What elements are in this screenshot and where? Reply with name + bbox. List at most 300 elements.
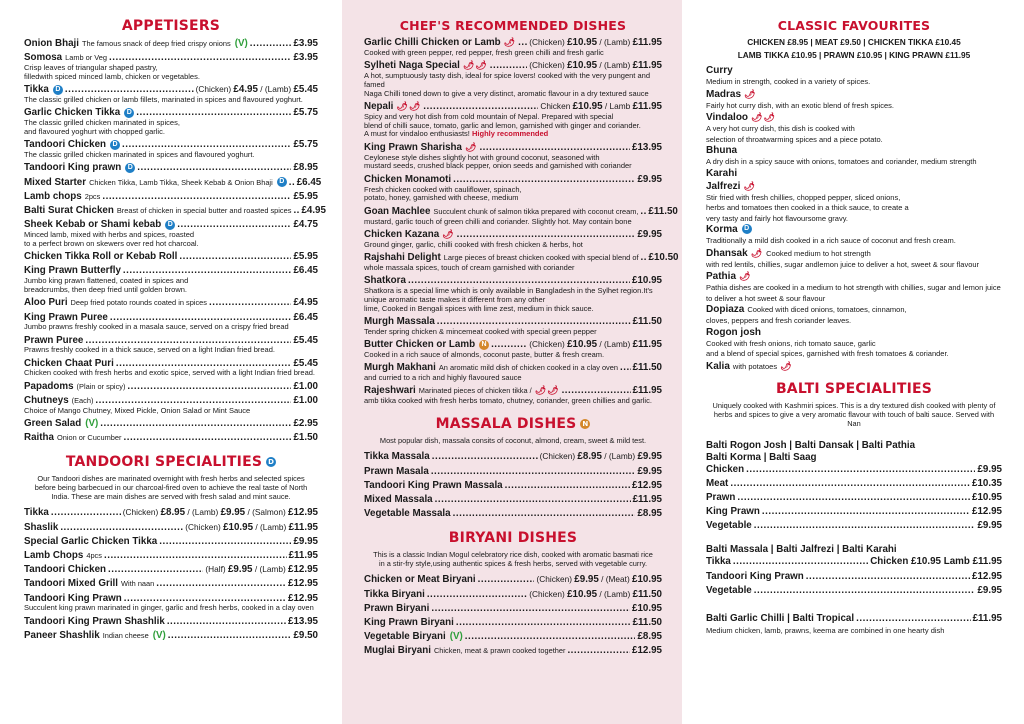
price-separator: / [597,339,604,350]
classic-item-name [706,65,1002,77]
menu-item-row [364,466,662,478]
menu-item-price: £5.95 [293,251,318,263]
massala-title [364,416,662,432]
menu-item-row [24,522,318,534]
balti-group2-line: Balti Massala | Balti Jalfrezi | Balti Karahi [706,544,897,556]
menu-item-title: Prawn Puree [24,334,84,346]
menu-item-title: Garlic Chilli Chicken or Lamb [364,37,501,48]
menu-item-desc: Jumbo king prawn flattened, coated in spices and [24,275,189,285]
menu-item-price: £9.95 [637,229,662,240]
menu-item [706,556,1002,568]
dairy-icon: D [277,177,287,187]
classic-item-name [706,168,1002,180]
nuts-icon: N [479,340,489,350]
menu-item-price [185,522,318,534]
price-value: £9.95 [227,564,253,576]
dot-leader [640,206,646,218]
menu-item [24,578,318,590]
menu-item-price: £12.95 [632,479,662,491]
classic-item-title: Kalia [706,360,730,372]
menu-item-price: £8.95 [637,631,662,643]
menu-item-desc: amb tikka cooked with fresh herbs tomato, chutney, coriander, green chillies and garlic. [364,395,652,405]
menu-item-desc: Ground ginger, garlic, chilli cooked with fresh chicken & herbs, hot [364,239,583,249]
menu-item-name [364,252,639,264]
menu-item-name [24,251,177,263]
price-label: Chicken [540,101,573,111]
menu-item-row [24,176,322,189]
menu-item-price: £9.95 [977,584,1002,596]
menu-item-note: Deep fried potato rounds coated in spices [70,298,207,308]
menu-item-price: £11.50 [632,362,662,374]
menu-item-note: Chicken, meat & prawn cooked together [433,646,566,656]
menu-item-price: £4.95 [293,297,318,309]
menu-item [364,252,679,273]
menu-item-desc: Prawns freshly cooked in a thick sauce, served on a light Indian fried bread. [24,345,275,355]
menu-item-price [123,507,318,519]
price-separator: / [185,507,193,518]
menu-item-desc: and flavoured yoghurt with chopped garlic. [24,126,165,136]
menu-item [364,466,662,478]
classic-item-title: Karahi [706,167,738,179]
menu-item-price: £5.45 [293,334,318,346]
menu-item-title: Tikka [706,556,731,568]
menu-item-title: Tandoori Mixed Grill [24,578,118,590]
vegetarian-icon: (V) [85,418,99,430]
dot-leader [156,578,286,590]
menu-item-row [364,101,662,113]
menu-item-title: Chicken [706,463,745,475]
menu-item-desc: potato, honey, garnished with cheese, medium [364,193,519,203]
menu-item-name [364,37,516,49]
dot-leader [754,520,976,532]
dairy-icon: D [124,108,134,118]
menu-item-row [364,252,679,264]
classic-item-name [706,327,1002,339]
column-left [0,0,340,724]
menu-item [364,451,662,463]
menu-item-row [364,603,662,615]
menu-item [24,191,318,203]
menu-item-row [364,631,662,643]
classic-item-desc: herbs and tomatoes then cooked in a thick sauce, to create a [706,203,909,212]
balti-group1-list [706,464,1002,532]
dot-leader [127,381,291,393]
classic-item-name [706,247,1002,260]
menu-item-desc: mustard seeds, crushed black pepper, onion seeds and garnished with coriander [364,161,632,171]
dot-leader [435,494,631,506]
dot-leader [431,603,630,615]
menu-item [24,312,318,333]
menu-item-title: Onion Bhaji [24,38,79,49]
classic-title: CLASSIC FAVOURITES [777,18,931,33]
dot-leader [293,205,299,217]
menu-item-price: £10.95 [972,491,1002,503]
menu-item-row [364,60,662,72]
menu-item-price: £11.50 [632,316,662,328]
menu-item-name [24,550,102,562]
menu-item-price: £11.50 [648,205,678,217]
classic-item-desc: and a blend of special spices, garnished with fresh tomatoes & coriander. [706,349,949,358]
menu-item-row [706,464,1002,476]
price-separator: / [598,574,606,585]
menu-item-name [364,617,454,629]
menu-item [24,564,318,576]
menu-item-desc: Cooked with green pepper, red pepper, fresh green chilli and fresh garlic [364,47,604,57]
menu-item-price: Chicken £10.95 Lamb £11.95 [870,556,1002,568]
menu-item-desc: whole massala spices, touch of cream garnished with coriander [364,262,575,272]
menu-item-price: £1.50 [293,432,318,444]
vegetarian-icon: (V) [152,629,166,641]
massala-intro: Most popular dish, massala consits of coconut, almond, cream, sweet & mild test. [379,436,647,446]
menu-item-title: Sylheti Naga Special [364,60,460,72]
menu-item-row [24,204,326,217]
balti-group3 [706,613,1002,625]
menu-item-note: (Each) [71,395,94,405]
menu-item [24,251,318,263]
menu-item-title: Paneer Shashlik [24,629,100,641]
menu-item-name [364,508,451,520]
menu-item-row [364,205,678,218]
menu-item [364,362,662,383]
menu-item-name [364,101,421,113]
menu-item [24,162,318,174]
menu-item-title: King Prawn Puree [24,311,108,323]
menu-item-title: Chutneys [24,394,69,406]
menu-item-note: Chicken Tikka, Lamb Tikka, Sheek Kebab & Onion Bhaji [89,177,273,187]
menu-item-note: Succulent chunk of salmon tikka prepared with coconut cream, [433,206,639,216]
vegetarian-icon: (V) [449,631,463,643]
menu-item-name [364,494,433,506]
classic-item-name [706,145,1002,157]
menu-item-price: £9.95 [637,173,662,185]
price-label: (Chicken) [536,574,575,585]
price-value: £10.95 [223,521,254,533]
nuts-icon: N [582,420,589,429]
menu-item-price: £11.95 [972,613,1002,624]
tandoori-intro: Our Tandoori dishes are marinated overnight with fresh herbs and selected spices before being barbecued in our charcoal-fired oven to achieve the real taste of North India. These are main dishes are served with fresh salad and mint sauce. [34,474,308,502]
menu-item [24,381,318,393]
menu-item-title: Prawn Biryani [364,602,430,614]
menu-item-price: £12.95 [288,592,318,604]
menu-item-name [706,492,735,504]
menu-item-title: Murgh Makhani [364,362,436,374]
menu-item [24,630,318,642]
menu-item-desc: Crisp leaves of triangular shaped pastry, [24,62,158,72]
menu-item-title: Special Garlic Chicken Tikka [24,535,158,547]
price-label: (Lamb) [603,37,633,47]
menu-item-title: King Prawn Biryani [364,616,454,628]
dot-leader [490,60,528,72]
menu-item-name [706,506,760,518]
menu-item-price: £9.95 [637,465,662,477]
price-label: (Lamb) [603,339,633,350]
classic-item-desc: Fairly hot curry dish, with an exotic blend of fresh spices. [706,100,894,110]
menu-item-price: £12.95 [972,506,1002,518]
menu-item-row [364,480,662,492]
highlight-badge: Highly recommended [471,129,549,139]
massala-list [364,451,662,519]
menu-item-title: Balti Surat Chicken [24,204,114,216]
menu-item [24,265,318,294]
price-value: £10.95 [567,588,598,600]
dot-leader [733,556,868,568]
menu-item-price: £5.75 [293,139,318,151]
menu-item-name [364,631,463,643]
price-label: (Lamb) [608,451,638,462]
menu-item [364,589,662,601]
menu-item-title: Shaslik [24,521,59,533]
menu-item-note: Marinated pieces of chicken tikka / [418,386,532,396]
dairy-icon: D [165,220,175,230]
menu-item-price: £10.95 [632,602,662,614]
menu-item-price: £6.45 [293,311,318,323]
menu-item [364,142,662,171]
menu-item-title: Mixed Starter [24,176,87,188]
menu-item-title: Meat [706,477,729,489]
tandoori-title-text: TANDOORI SPECIALITIES [65,454,263,471]
menu-item-title: Muglai Biryani [364,645,431,657]
menu-item-desc: Naga Chilli toned down to give a very distinct, aromatic flavour in a dry textured sauce [364,88,649,98]
menu-item-row [24,395,318,407]
menu-item-row [24,418,318,430]
menu-item-title: Butter Chicken or Lamb [364,339,476,351]
classic-item-desc: A very hot curry dish, this dish is cooked with [706,124,855,133]
menu-item-desc: Ceylonese style dishes slightly hot with ground coconut, seasoned with [364,152,600,162]
menu-item-price: £9.95 [293,535,318,547]
menu-item-name [706,571,804,583]
menu-item-row [706,492,1002,504]
menu-item [24,593,318,614]
menu-item-title: Tandoori King Prawn [706,570,804,582]
dot-leader [179,251,291,263]
vegetarian-icon: (V) [234,38,248,49]
classic-item-title: Jalfrezi [706,180,741,192]
price-value: £5.45 [293,84,318,96]
classic-item-inline: with potatoes [732,361,778,371]
price-separator: / [597,37,604,47]
menu-item-row [706,506,1002,518]
menu-item-title: Tikka Biryani [364,588,425,600]
menu-item-price [540,451,662,463]
menu-item-price: £4.95 [301,204,326,216]
classic-item-name [706,270,1002,283]
appetisers-list [24,38,326,444]
menu-item-row [24,630,318,642]
menu-item-title: Tandoori Chicken [24,139,107,151]
menu-item-title: Balti Garlic Chilli | Balti Tropical [706,613,855,624]
menu-item-price: £1.00 [293,380,318,392]
chilli-icon: 🌶🌶 [534,385,560,396]
menu-item-price: £10.95 [632,275,662,287]
menu-item-title: Nepali [364,101,394,112]
menu-item-name [24,616,165,628]
menu-item-price: £8.95 [293,162,318,174]
classic-item-title: Dopiaza [706,304,745,315]
column-middle [342,0,682,724]
menu-item-row [364,451,662,463]
price-label: (Chicken) [529,339,568,350]
menu-item-name [706,585,752,597]
dot-leader [102,191,291,203]
menu-item-name [24,219,175,231]
price-separator: / [602,101,610,111]
menu-item-price [529,589,662,601]
chilli-icon: 🌶 [739,271,752,281]
menu-item-name [24,395,93,407]
classic-item-name [706,304,1002,316]
dot-leader [104,550,287,562]
menu-item-title: Prawn [706,491,736,503]
menu-item-desc: Cooked in a rich sauce of almonds, coconut paste, butter & fresh cream. [364,349,605,359]
price-value: £9.95 [220,507,246,519]
classic-item-desc: selection of throatwarming spices and a piece potato. [706,134,883,144]
dot-leader [518,37,527,49]
menu-item-row [24,251,318,263]
menu-item-price: £9.50 [293,629,318,641]
menu-item-note: Lamb or Veg [65,53,108,63]
menu-item-row [364,142,662,154]
menu-item [364,37,662,58]
menu-item-row [706,520,1002,532]
menu-item-desc: The classic grilled chicken marinated in spices and flavoured yoghurt. [24,149,255,159]
menu-item-desc: filledwith spiced minced lamb, chicken or vegetables. [24,71,200,81]
dot-leader [479,142,630,154]
price-value: £11.95 [632,37,662,48]
menu-item-price: £4.75 [293,219,318,231]
menu-item-name [24,536,157,548]
menu-item [24,395,318,416]
price-separator: / [601,451,609,462]
classic-item-name [706,360,1002,373]
classic-item-inline: Cooked medium to hot strength [766,248,871,258]
menu-item-desc: The classic grilled chicken marinated in spices, [24,117,180,127]
price-label: (Chicken) [195,84,234,95]
menu-item-title: Goan Machlee [364,205,431,217]
dot-leader [167,616,286,628]
menu-item [364,316,662,337]
menu-item-title: Rajshahi Delight [364,252,441,264]
dairy-icon: D [53,85,63,95]
chilli-icon: 🌶 [744,88,757,99]
price-value: £11.95 [632,339,662,351]
dot-leader [289,177,295,189]
menu-item-name [24,522,58,534]
menu-item-name [24,432,121,444]
menu-item-name [364,142,477,154]
dot-leader [620,362,631,374]
menu-item-row [706,478,1002,490]
menu-item-desc: Minced lamb, mixed with herbs and spices, roasted [24,229,195,239]
classic-item-desc: to deliver a hot sweet & sour flavour [706,293,826,303]
dot-leader [762,506,970,518]
menu-item-desc: The classic grilled chicken or lamb fillets, marinated in spices and flavoured yoghurt. [24,94,303,104]
price-label: (Lamb) [603,60,633,71]
dot-leader [457,229,636,241]
menu-item-price: £13.95 [632,141,662,153]
classic-item-desc: Medium in strength, cooked in a variety of spices. [706,77,871,86]
menu-item-price: £11.95 [288,550,318,561]
classic-item-desc: Cooked with fresh onions, rich tomato sauce, garlic [706,338,876,348]
balti-intro: Uniquely cooked with Kashmiri spices. This is a dry textured dish cooked with plenty of herbs and spices to give a very aromatic flavour with touch of balti sauce. Served with Nan [712,400,996,428]
menu-item-row [24,219,318,231]
menu-item-title: King Prawn Sharisha [364,141,462,153]
menu-item-title: Garlic Chicken Tikka [24,107,121,119]
menu-item-desc: lime, Cooked in Bengali spices with lime zest, medium in thick sauce. [364,303,594,313]
menu-item-title: Mixed Massala [364,494,433,506]
column-right [684,0,1024,724]
menu-item-name [364,645,565,657]
menu-item-row [24,550,318,562]
price-value: £9.95 [574,574,599,586]
balti-group1-line1: Balti Rogon Josh | Balti Dansak | Balti Pathia [706,439,916,451]
dot-leader [754,585,976,597]
classic-item-title: Korma [706,224,738,235]
menu-item [364,205,678,227]
menu-item-desc: A must for vindaloo enthusiasts! Highly recommended [364,129,549,139]
dot-leader [641,252,647,264]
price-value: £11.95 [632,101,662,112]
menu-item [364,617,662,629]
menu-item [364,385,662,406]
menu-item-name [364,480,503,492]
price-value: £11.50 [632,588,662,600]
menu-item-desc: Fresh chicken cooked with cauliflower, spinach, [364,184,522,194]
price-label: (Chicken) [185,521,224,532]
menu-item-row [364,617,662,629]
balti-group1-line2: Balti Korma | Balti Saag [706,451,817,463]
menu-item-name [24,38,248,50]
classic-prices-2: LAMB TIKKA £10.95 | PRAWN £10.95 | KING PRAWN £11.95 [737,50,971,60]
menu-item-title: Tandoori King Prawn Shashlik [24,615,165,627]
menu-item-row [364,494,662,506]
menu-item [24,107,318,136]
dairy-icon: D [268,458,275,467]
price-label: (Lamb) [264,84,294,95]
menu-item [364,60,662,98]
menu-item [24,176,322,189]
menu-item-title: Tandoori King prawn [24,162,122,174]
menu-item-title: Chicken Kazana [364,229,440,240]
price-value: £8.95 [160,507,186,519]
menu-item-price: £6.45 [296,176,322,188]
classic-item-desc: cloves, peppers and fresh coriander leaves. [706,316,852,325]
chilli-icon: 🌶 [442,229,455,239]
classic-item-title: Pathia [706,271,737,282]
price-value: £12.95 [288,564,318,576]
price-value: £9.95 [637,451,662,463]
menu-item-note: Indian cheese [102,630,149,640]
menu-item-name [24,177,287,189]
menu-item-note: Large pieces of breast chicken cooked with special blend of [443,253,639,263]
classic-item-inline: Cooked with diced onions, tomatoes, cinnamon, [747,305,907,314]
tandoori-title [24,454,318,470]
price-label: Lamb [609,101,633,111]
menu-item-title: Tandoori King Prawn Massala [364,479,503,491]
menu-item [24,507,318,519]
dot-leader [806,571,970,583]
dot-leader [95,395,291,407]
classic-item-title: Bhuna [706,145,738,156]
dairy-icon: D [125,163,135,173]
dot-leader [423,101,538,113]
menu-item-name [24,507,49,519]
menu-item-note: The famous snack of deep fried crispy onions [81,39,231,48]
menu-item-row [24,616,318,628]
price-label: (Chicken) [122,507,161,518]
menu-item [24,522,318,534]
menu-item-note: (Plain or spicy) [76,381,126,391]
price-value: £8.95 [577,451,602,463]
